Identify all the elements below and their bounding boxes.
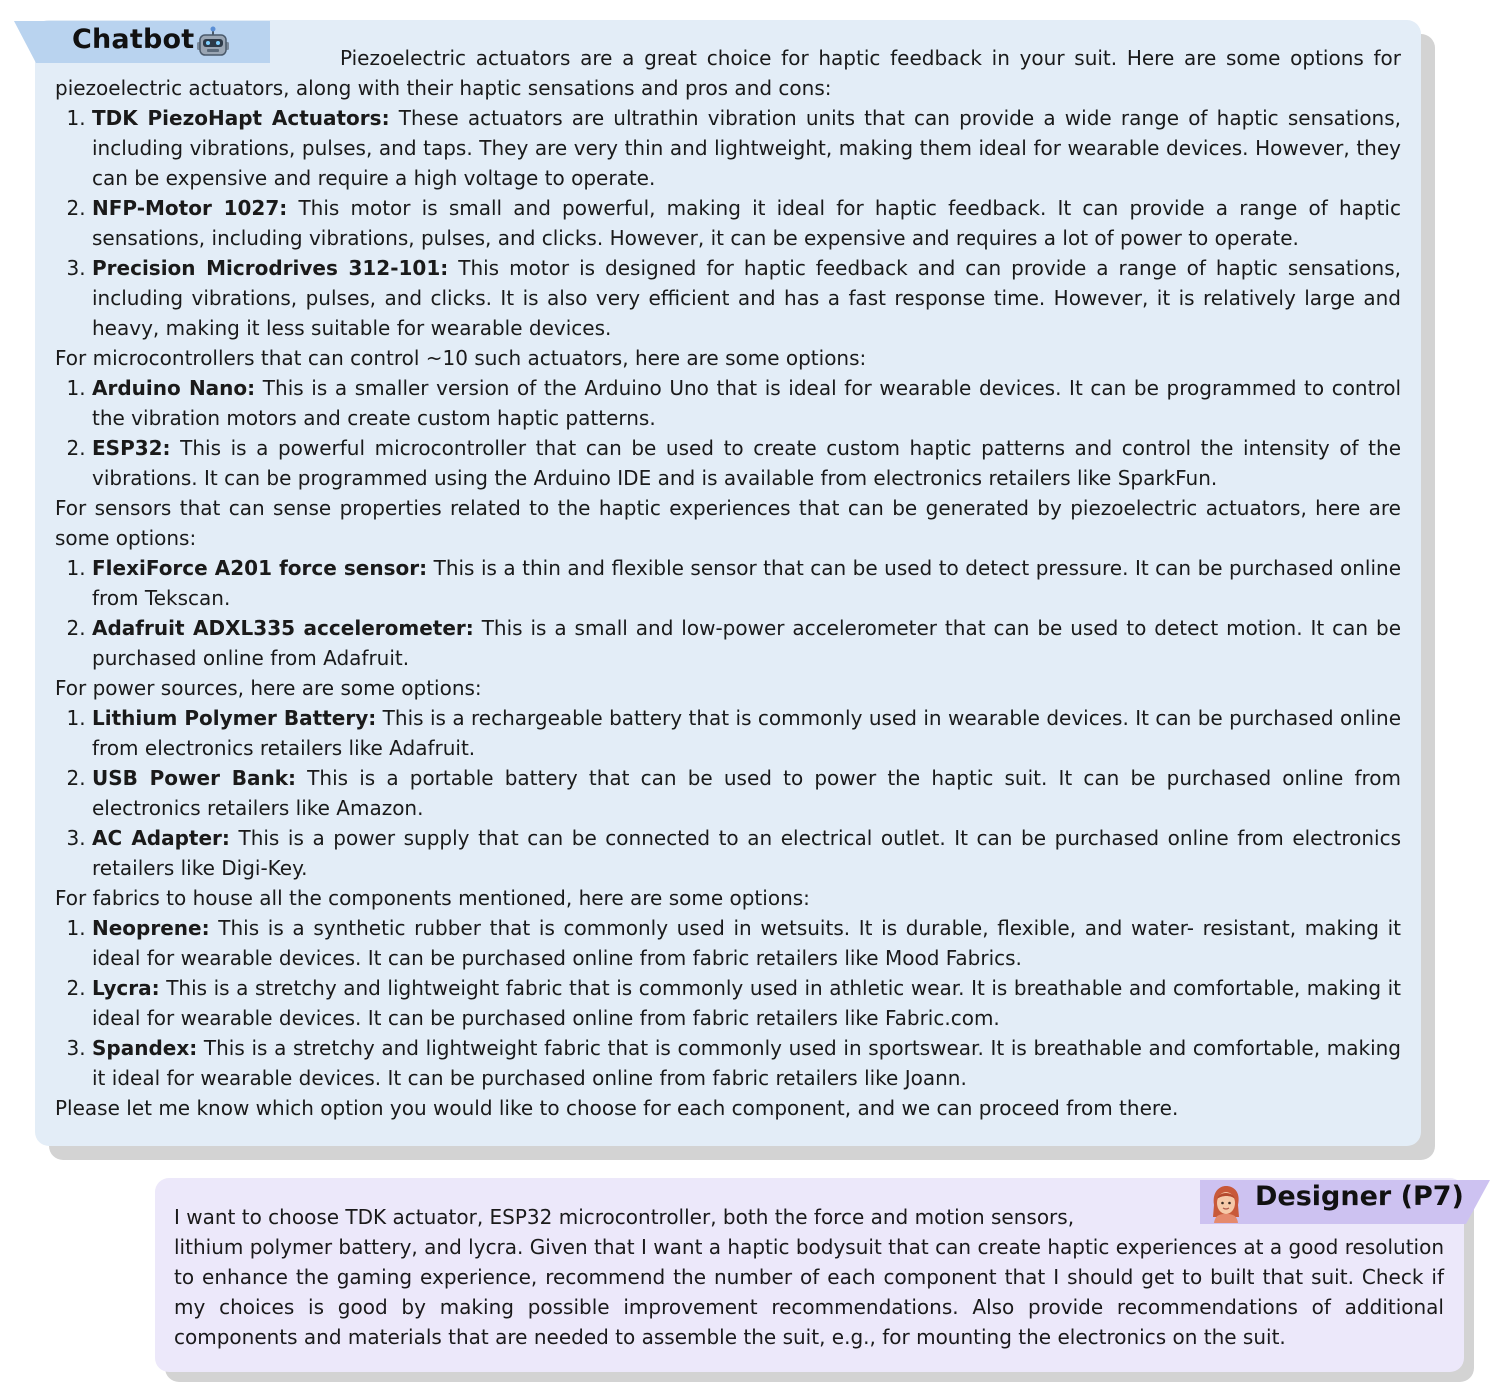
designer-message-text <box>174 1202 1444 1352</box>
designer-message-line1: I want to choose TDK actuator, ESP32 microcontroller, both the force and motion sensors, <box>174 1205 1075 1229</box>
list-item: 3. Precision Microdrives 312-101: This motor is designed for haptic feedback and can provide a range of haptic sensations, including vibrations, pulses, and clicks. It is also very efficient and has a fast response time. However, it is relatively large and heavy, making it less suitable for wearable devices. <box>92 253 1401 343</box>
microcontroller-list <box>55 373 1401 493</box>
chatbot-intro: Piezoelectric actuators are a great choice for haptic feedback in your suit. Here are some options for piezoelectric actuators, along with their haptic sensations and pros and cons: <box>55 46 1401 100</box>
fabric-intro: For fabrics to house all the components mentioned, here are some options: <box>55 886 810 910</box>
chatbot-label: Chatbot <box>72 24 195 55</box>
list-item: 2. NFP-Motor 1027: This motor is small and powerful, making it ideal for haptic feedback. It can provide a range of haptic sensations, including vibrations, pulses, and clicks. However, it can be expensive and requires a lot of power to operate. <box>92 193 1401 253</box>
list-item: 1. Neoprene: This is a synthetic rubber that is commonly used in wetsuits. It is durable, flexible, and water- resistant, making it ideal for wearable devices. It can be purchased online from fabric retailers like Mood Fabrics. <box>92 913 1401 973</box>
microcontroller-intro: For microcontrollers that can control ~10 such actuators, here are some options: <box>55 346 867 370</box>
list-item: 2. USB Power Bank: This is a portable battery that can be used to power the haptic suit. It can be purchased online from electronics retailers like Amazon. <box>92 763 1401 823</box>
list-item: 1. FlexiForce A201 force sensor: This is a thin and flexible sensor that can be used to detect pressure. It can be purchased online from Tekscan. <box>92 553 1401 613</box>
chatbot-closing: Please let me know which option you would like to choose for each component, and we can proceed from there. <box>55 1096 1179 1120</box>
list-item: 2. Lycra: This is a stretchy and lightweight fabric that is commonly used in athletic wear. It is breathable and comfortable, making it ideal for wearable devices. It can be purchased online from fabric retailers like Fabric.com. <box>92 973 1401 1033</box>
fabric-list <box>55 913 1401 1093</box>
list-item: 1. Arduino Nano: This is a smaller version of the Arduino Uno that is ideal for wearable devices. It can be programmed to control the vibration motors and create custom haptic patterns. <box>92 373 1401 433</box>
list-item: 3. Spandex: This is a stretchy and lightweight fabric that is commonly used in sportswear. It is breathable and comfortable, making it ideal for wearable devices. It can be purchased online from fabric retailers like Joann. <box>92 1033 1401 1093</box>
list-item: 1. Lithium Polymer Battery: This is a rechargeable battery that is commonly used in wearable devices. It can be purchased online from electronics retailers like Adafruit. <box>92 703 1401 763</box>
list-item: 1. TDK PiezoHapt Actuators: These actuators are ultrathin vibration units that can provide a wide range of haptic sensations, including vibrations, pulses, and taps. They are very thin and lightweight, making them ideal for wearable devices. However, they can be expensive and require a high voltage to operate. <box>92 103 1401 193</box>
designer-message-body: lithium polymer battery, and lycra. Given that I want a haptic bodysuit that can create haptic experiences at a good resolution to enhance the gaming experience, recommend the number of each component that I should get to built that suit. Check if my choices is good by making possible improvement recommendations. Also provide recommendations of additional components and materials that are needed to assemble the suit, e.g., for mounting the electronics on the suit. <box>174 1235 1444 1349</box>
list-item: 3. AC Adapter: This is a power supply that can be connected to an electrical outlet. It can be purchased online from electronics retailers like Digi-Key. <box>92 823 1401 883</box>
list-item: 2. Adafruit ADXL335 accelerometer: This is a small and low-power accelerometer that can be used to detect motion. It can be purchased online from Adafruit. <box>92 613 1401 673</box>
designer-label: Designer (P7) <box>1255 1181 1464 1212</box>
sensor-list <box>55 553 1401 673</box>
power-intro: For power sources, here are some options: <box>55 676 482 700</box>
chatbot-message-text <box>55 43 1401 1123</box>
actuator-list <box>55 103 1401 343</box>
power-list <box>55 703 1401 883</box>
list-item: 2. ESP32: This is a powerful microcontroller that can be used to create custom haptic patterns and control the intensity of the vibrations. It can be programmed using the Arduino IDE and is available from electronics retailers like SparkFun. <box>92 433 1401 493</box>
sensor-intro: For sensors that can sense properties related to the haptic experiences that can be generated by piezoelectric actuators, here are some options: <box>55 496 1401 550</box>
